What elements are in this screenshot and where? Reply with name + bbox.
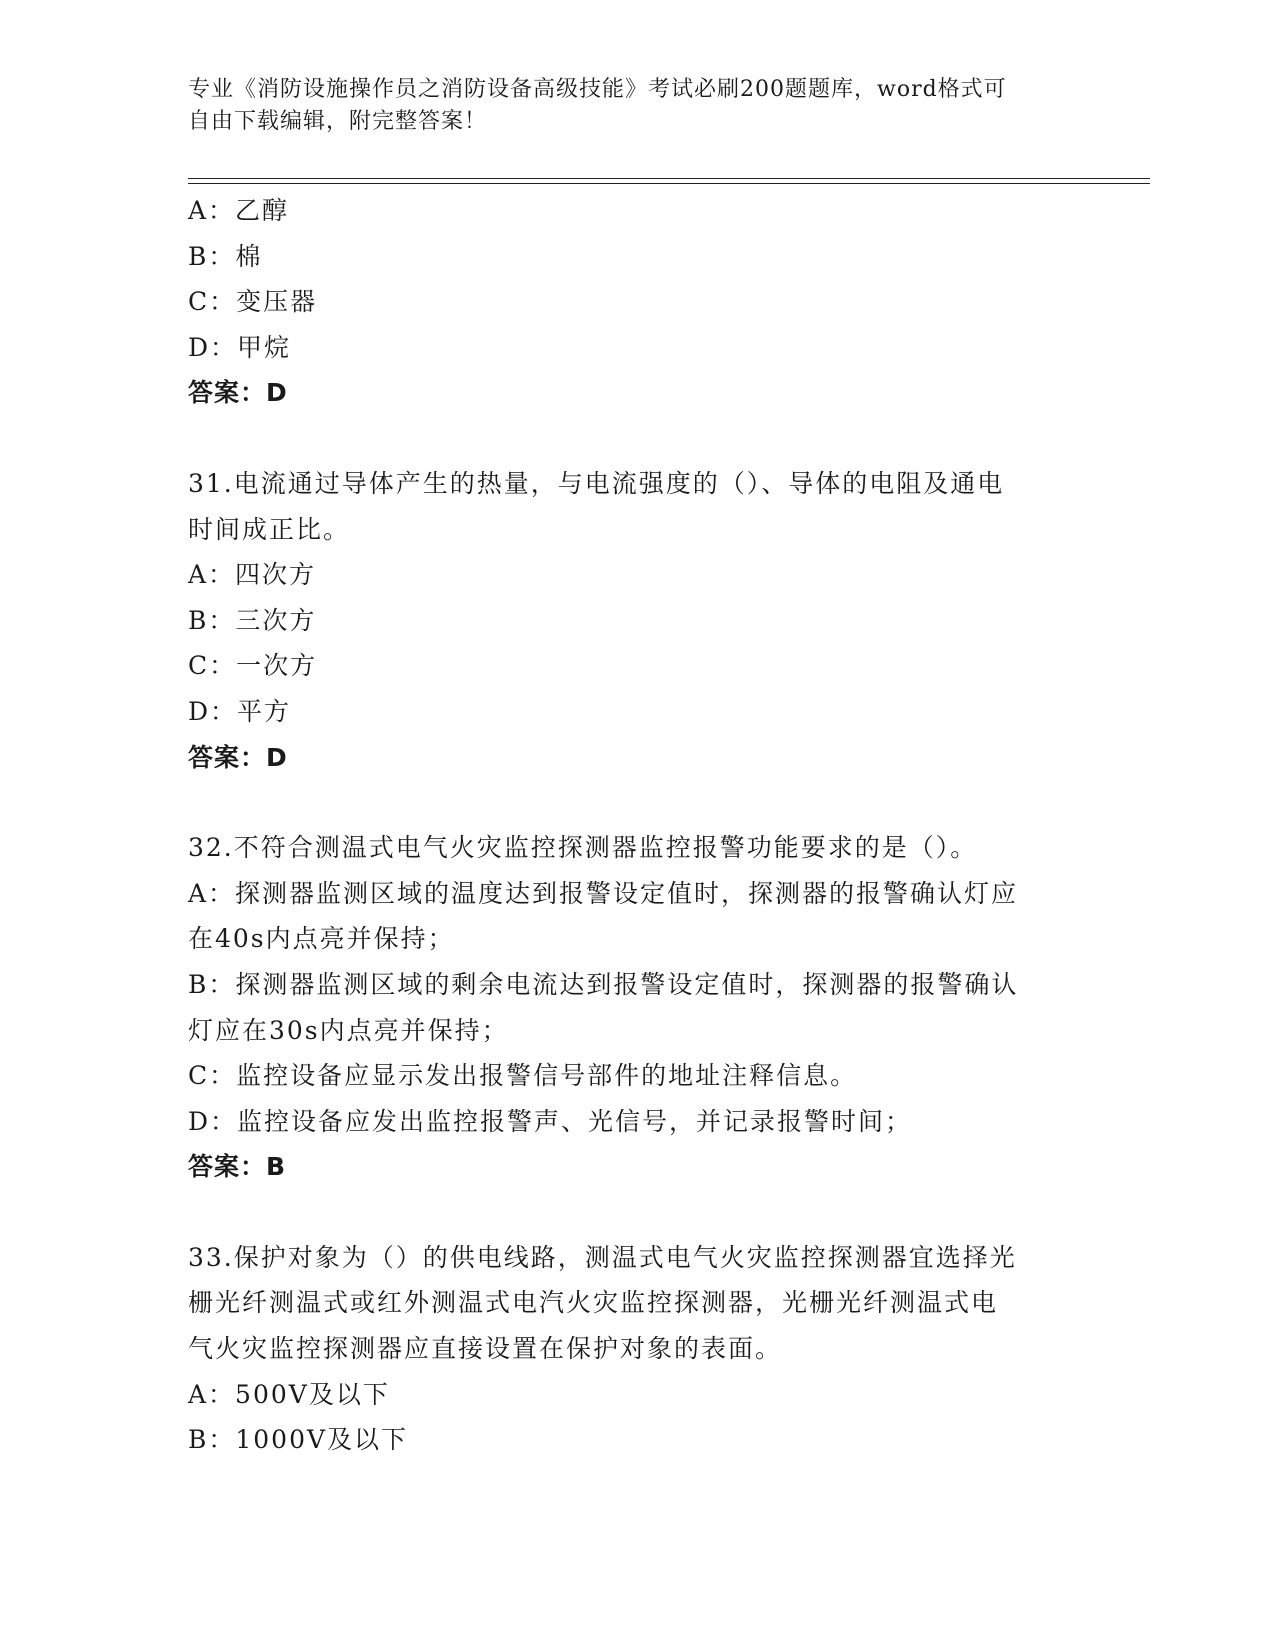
header-line-1: 专业《消防设施操作员之消防设备高级技能》考试必刷200题题库，word格式可 bbox=[188, 77, 1007, 102]
question-list bbox=[188, 188, 1068, 1463]
answer-line: 答案：D bbox=[188, 378, 288, 408]
option-d: D：甲烷 bbox=[188, 332, 292, 362]
page-header bbox=[188, 74, 1068, 138]
answer-line: 答案：B bbox=[188, 1152, 287, 1182]
option-c: C：监控设备应显示发出报警信号部件的地址注释信息。 bbox=[188, 1061, 858, 1091]
option-b: B：棉 bbox=[188, 241, 263, 271]
option-c: C：变压器 bbox=[188, 287, 318, 317]
option-a: A：乙醇 bbox=[188, 196, 290, 225]
option-a: A：四次方 bbox=[188, 560, 317, 590]
option-a-line-1: A：探测器监测区域的温度达到报警设定值时，探测器的报警确认灯应 bbox=[188, 878, 1019, 908]
header-line-2: 自由下载编辑，附完整答案！ bbox=[188, 109, 488, 134]
question-stem-line-1: 32.不符合测温式电气火灾监控探测器监控报警功能要求的是（）。 bbox=[188, 833, 978, 863]
question-33 bbox=[188, 1235, 1068, 1463]
option-a-line-2: 在40s内点亮并保持； bbox=[188, 924, 455, 954]
option-b-line-2: 灯应在30s内点亮并保持； bbox=[188, 1015, 509, 1045]
question-stem-line-1: 31.电流通过导体产生的热量，与电流强度的（）、导体的电阻及通电 bbox=[188, 468, 1005, 498]
option-c: C：一次方 bbox=[188, 651, 318, 681]
question-31 bbox=[188, 461, 1068, 780]
header-divider-bottom bbox=[188, 183, 1150, 184]
question-32 bbox=[188, 825, 1068, 1190]
question-stem-line-1: 33.保护对象为（）的供电线路，测温式电气火灾监控探测器宜选择光 bbox=[188, 1242, 1017, 1272]
question-30 bbox=[188, 188, 1068, 416]
question-stem-line-2: 时间成正比。 bbox=[188, 514, 351, 544]
option-d: D：平方 bbox=[188, 696, 292, 726]
question-stem-line-3: 气火灾监控探测器应直接设置在保护对象的表面。 bbox=[188, 1334, 783, 1364]
option-a: A：500V及以下 bbox=[188, 1379, 390, 1409]
spacer bbox=[188, 416, 1068, 461]
option-b-line-1: B：探测器监测区域的剩余电流达到报警设定值时，探测器的报警确认 bbox=[188, 969, 1019, 999]
option-b: B：三次方 bbox=[188, 605, 317, 635]
question-stem-line-2: 栅光纤测温式或红外测温式电汽火灾监控探测器，光栅光纤测温式电 bbox=[188, 1288, 999, 1318]
spacer bbox=[188, 780, 1068, 825]
answer-line: 答案：D bbox=[188, 742, 288, 772]
option-d: D：监控设备应发出监控报警声、光信号，并记录报警时间； bbox=[188, 1106, 913, 1136]
header-divider-top bbox=[188, 178, 1150, 179]
option-b: B：1000V及以下 bbox=[188, 1425, 409, 1455]
spacer bbox=[188, 1190, 1068, 1235]
